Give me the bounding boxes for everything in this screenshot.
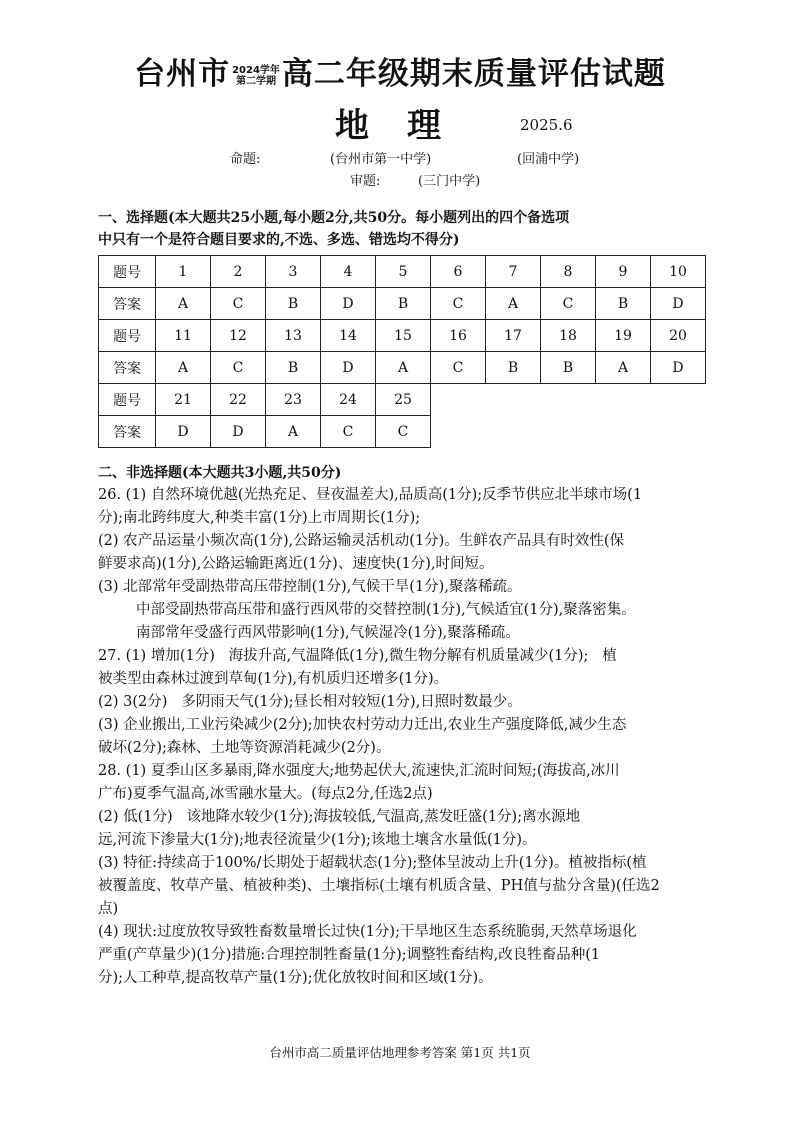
title-term-semester: 第二学期 xyxy=(236,75,276,87)
question-number-cell: 15 xyxy=(376,320,431,352)
answer-cell: D xyxy=(321,352,376,384)
answer-cell: B xyxy=(376,288,431,320)
answer-line: (2) 低(1分) 该地降水较少(1分);海拔较低,气温高,蒸发旺盛(1分);离水源地 xyxy=(98,809,581,825)
title-term-year: 2024学年 xyxy=(232,64,280,76)
answer-line: 28. (1) 夏季山区多暴雨,降水强度大;地势起伏大,流速快,汇流时间短;(海拔高,冰川 xyxy=(98,763,620,779)
question-number-cell: 13 xyxy=(266,320,321,352)
answer-line: 鲜要求高)(1分),公路运输距离近(1分)、速度快(1分),时间短。 xyxy=(98,556,494,572)
answer-cell: C xyxy=(211,288,266,320)
answer-cell: B xyxy=(266,288,321,320)
title-term xyxy=(232,65,280,87)
answer-cell: C xyxy=(211,352,266,384)
question-number-cell: 14 xyxy=(321,320,376,352)
question-number-cell: 6 xyxy=(431,256,486,288)
answer-line: 被类型由森林过渡到草甸(1分),有机质归还增多(1分)。 xyxy=(98,671,449,687)
answer-cell: B xyxy=(266,352,321,384)
answer-line: 严重(产草量少)(1分)措施:合理控制牲畜量(1分);调整牲畜结构,改良牲畜品种(1 xyxy=(98,947,601,963)
empty-cell xyxy=(431,384,486,416)
question-number-cell: 23 xyxy=(266,384,321,416)
empty-cell xyxy=(486,384,541,416)
question-number-cell: 16 xyxy=(431,320,486,352)
page-footer: 台州市高二质量评估地理参考答案 第1页 共1页 xyxy=(269,1045,531,1060)
answer-line: 27. (1) 增加(1分) 海拔升高,气温降低(1分),微生物分解有机质量减少(1分); 植 xyxy=(98,648,617,664)
question-number-cell: 12 xyxy=(211,320,266,352)
answer-row xyxy=(99,288,706,320)
answer-row-label: 答案 xyxy=(99,352,156,384)
answer-cell: D xyxy=(211,416,266,448)
question-number-row xyxy=(99,256,706,288)
subject-title: 地理 xyxy=(335,106,479,146)
question-number-cell: 18 xyxy=(541,320,596,352)
answer-line: 点) xyxy=(98,901,119,917)
section2-body xyxy=(98,484,738,990)
answer-line: 破坏(2分);森林、土地等资源消耗减少(2分)。 xyxy=(98,740,391,756)
answer-line: (3) 企业搬出,工业污染减少(2分);加快农村劳动力迁出,农业生产强度降低,减少生态 xyxy=(98,717,627,733)
answer-line: (3) 特征:持续高于100%/长期处于超载状态(1分);整体呈波动上升(1分)。植被指标(植 xyxy=(98,855,647,871)
question-number-row-label: 题号 xyxy=(99,320,156,352)
section2-heading: 二、非选择题(本大题共3小题,共50分) xyxy=(98,465,342,481)
answer-table xyxy=(98,255,706,448)
title-city: 台州市 xyxy=(134,56,231,92)
page-title xyxy=(0,48,800,93)
answer-line: (3) 北部常年受副热带高压带控制(1分),气候干旱(1分),聚落稀疏。 xyxy=(98,579,522,595)
proposer-label: 命题: xyxy=(230,152,261,167)
empty-cell xyxy=(651,384,706,416)
empty-cell xyxy=(651,416,706,448)
answer-row-label: 答案 xyxy=(99,416,156,448)
answer-cell: A xyxy=(156,352,211,384)
question-number-cell: 5 xyxy=(376,256,431,288)
question-number-cell: 20 xyxy=(651,320,706,352)
answer-cell: A xyxy=(596,352,651,384)
answer-cell: C xyxy=(321,416,376,448)
section1-heading-line2: 中只有一个是符合题目要求的,不选、多选、错选均不得分) xyxy=(98,232,460,248)
answer-cell: A xyxy=(486,288,541,320)
answer-cell: A xyxy=(156,288,211,320)
answer-line: (2) 农产品运量小频次高(1分),公路运输灵活机动(1分)。生鲜农产品具有时效性(保 xyxy=(98,533,624,549)
question-number-cell: 7 xyxy=(486,256,541,288)
section1-heading-line1: 一、选择题(本大题共25小题,每小题2分,共50分。每小题列出的四个备选项 xyxy=(98,210,570,226)
reviewer-school: (三门中学) xyxy=(418,174,481,189)
answer-cell: D xyxy=(651,288,706,320)
question-number-row xyxy=(99,320,706,352)
answer-line: 分);人工种草,提高牧草产量(1分);优化放牧时间和区域(1分)。 xyxy=(98,970,493,986)
question-number-cell: 21 xyxy=(156,384,211,416)
answer-row xyxy=(99,416,706,448)
answer-line: 南部常年受盛行西风带影响(1分),气候湿冷(1分),聚落稀疏。 xyxy=(136,625,520,641)
question-number-cell: 24 xyxy=(321,384,376,416)
answer-line: 分);南北跨纬度大,种类丰富(1分)上市周期长(1分); xyxy=(98,510,421,526)
question-number-row-label: 题号 xyxy=(99,384,156,416)
empty-cell xyxy=(596,384,651,416)
empty-cell xyxy=(486,416,541,448)
question-number-cell: 9 xyxy=(596,256,651,288)
answer-cell: A xyxy=(376,352,431,384)
question-number-cell: 11 xyxy=(156,320,211,352)
question-number-cell: 4 xyxy=(321,256,376,288)
answer-cell: C xyxy=(376,416,431,448)
answer-cell: B xyxy=(596,288,651,320)
answer-cell: A xyxy=(266,416,321,448)
answer-cell: C xyxy=(431,288,486,320)
question-number-cell: 1 xyxy=(156,256,211,288)
question-number-cell: 22 xyxy=(211,384,266,416)
question-number-cell: 3 xyxy=(266,256,321,288)
answer-row-label: 答案 xyxy=(99,288,156,320)
question-number-cell: 10 xyxy=(651,256,706,288)
answer-line: (2) 3(2分) 多阴雨天气(1分);昼长相对较短(1分),日照时数最少。 xyxy=(98,694,522,710)
reviewer-label: 审题: xyxy=(350,174,381,189)
answer-line: (4) 现状:过度放牧导致牲畜数量增长过快(1分);干旱地区生态系统脆弱,天然草场退化 xyxy=(98,924,637,940)
answer-cell: B xyxy=(486,352,541,384)
answer-cell: D xyxy=(156,416,211,448)
answer-line: 中部受副热带高压带和盛行西风带的交替控制(1分),气候适宜(1分),聚落密集。 xyxy=(136,602,636,618)
empty-cell xyxy=(541,384,596,416)
proposer-school-1: (台州市第一中学) xyxy=(330,152,432,167)
answer-line: 广布)夏季气温高,冰雪融水量大。(每点2分,任选2点) xyxy=(98,786,433,802)
empty-cell xyxy=(596,416,651,448)
exam-date: 2025.6 xyxy=(520,116,573,134)
section1-heading xyxy=(98,207,748,251)
question-number-row xyxy=(99,384,706,416)
answer-cell: B xyxy=(541,352,596,384)
answer-line: 26. (1) 自然环境优越(光热充足、昼夜温差大),品质高(1分);反季节供应北半球市场(1 xyxy=(98,487,643,503)
proposer-school-2: (回浦中学) xyxy=(517,152,580,167)
question-number-cell: 19 xyxy=(596,320,651,352)
answer-cell: C xyxy=(541,288,596,320)
question-number-row-label: 题号 xyxy=(99,256,156,288)
question-number-cell: 25 xyxy=(376,384,431,416)
empty-cell xyxy=(431,416,486,448)
answer-line: 被覆盖度、牧草产量、植被种类)、土壤指标(土壤有机质含量、PH值与盐分含量)(任选2 xyxy=(98,878,660,894)
title-exam-name: 高二年级期末质量评估试题 xyxy=(281,56,666,92)
answer-row xyxy=(99,352,706,384)
answer-line: 远,河流下渗量大(1分);地表径流量少(1分);该地土壤含水量低(1分)。 xyxy=(98,832,537,848)
question-number-cell: 2 xyxy=(211,256,266,288)
answer-cell: D xyxy=(321,288,376,320)
answer-cell: C xyxy=(431,352,486,384)
question-number-cell: 17 xyxy=(486,320,541,352)
question-number-cell: 8 xyxy=(541,256,596,288)
answer-cell: D xyxy=(651,352,706,384)
empty-cell xyxy=(541,416,596,448)
